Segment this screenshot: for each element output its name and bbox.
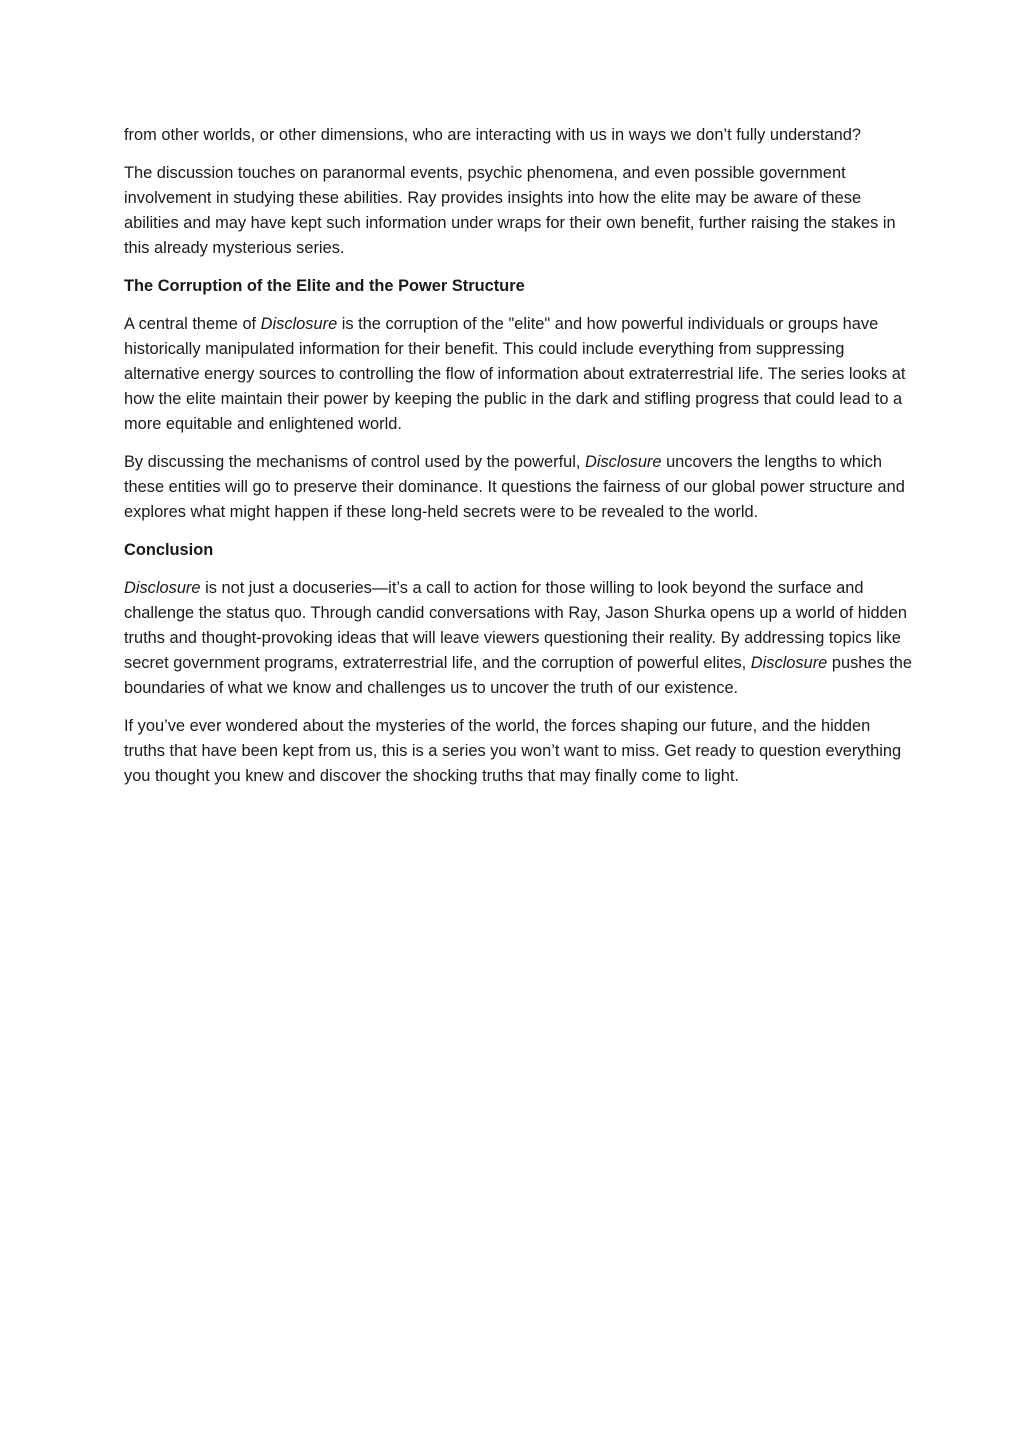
text-run: uncovers the lengths to which these entities will go to preserve their dominance. It questions the fairness of our global power structure and explores what might happen if these long-held secrets were to be revealed to the world. [124,453,905,521]
italic-title: Disclosure [124,579,201,597]
paragraph-continuation: from other worlds, or other dimensions, who are interacting with us in ways we don’t fully understand? [124,126,862,144]
section-heading-conclusion: Conclusion [124,541,214,559]
paragraph-central-theme [124,312,914,437]
document-body [124,123,914,802]
text-run: A central theme of [124,315,261,333]
text-run: By discussing the mechanisms of control used by the powerful, [124,453,585,471]
paragraph-conclusion [124,576,914,701]
paragraph-mechanisms [124,450,914,525]
section-heading-corruption: The Corruption of the Elite and the Power Structure [124,277,525,295]
paragraph-paranormal: The discussion touches on paranormal events, psychic phenomena, and even possible government involvement in studying these abilities. Ray provides insights into how the elite may be aware of these abilities and may have kept such information under wraps for their own benefit, further raising the stakes in this already mysterious series. [124,164,896,257]
text-run: pushes the boundaries of what we know and challenges us to uncover the truth of our existence. [124,654,913,697]
italic-title: Disclosure [260,315,338,333]
paragraph-closing: If you’ve ever wondered about the mysteries of the world, the forces shaping our future, and the hidden truths that have been kept from us, this is a series you won’t want to miss. Get ready to question everything you thought you knew and discover the shocking truths that may finally come to light. [124,717,902,785]
italic-title: Disclosure [750,654,828,672]
text-run: is not just a docuseries—it’s a call to action for those willing to look beyond the surface and challenge the status quo. Through candid conversations with Ray, Jason Shurka opens up a world of hidden truths and thought-provoking ideas that will leave viewers questioning their reality. By addressing topics like secret government programs, extraterrestrial life, and the corruption of powerful elites, [124,579,907,672]
text-run: is the corruption of the "elite" and how powerful individuals or groups have historically manipulated information for their benefit. This could include everything from suppressing alternative energy sources to controlling the flow of information about extraterrestrial life. The series looks at how the elite maintain their power by keeping the public in the dark and stifling progress that could lead to a more equitable and enlightened world. [124,315,906,433]
italic-title: Disclosure [585,453,662,471]
